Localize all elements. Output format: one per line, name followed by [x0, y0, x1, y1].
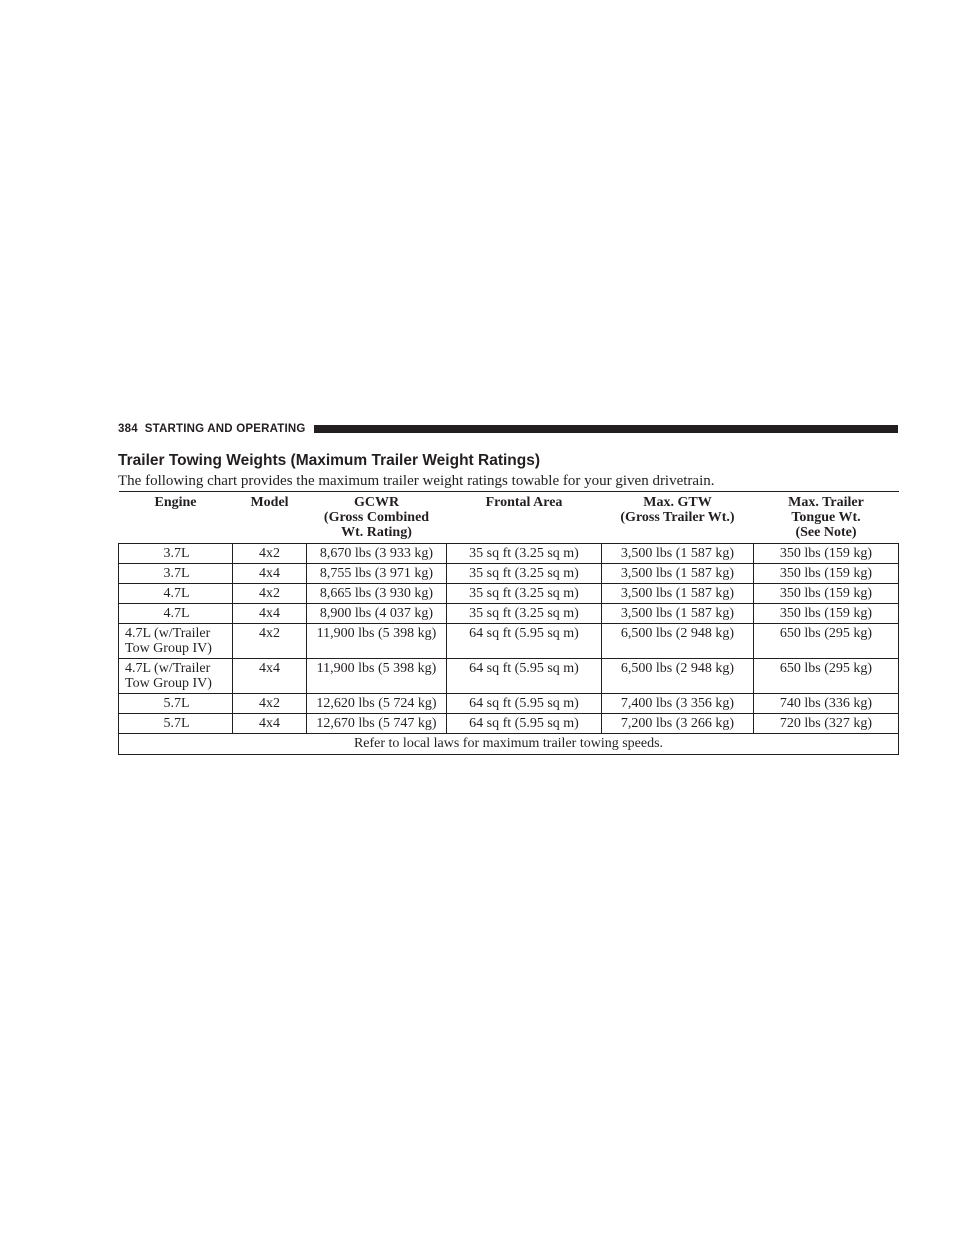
cell-engine-line: 4.7L (w/Trailer	[125, 661, 211, 676]
cell-model: 4x4	[233, 564, 307, 584]
cell-gcwr: 12,620 lbs (5 724 kg)	[307, 694, 447, 714]
column-header-line: GCWR	[353, 495, 400, 510]
cell-frontal-area: 35 sq ft (3.25 sq m)	[447, 604, 602, 624]
cell-engine-line: 4.7L	[163, 586, 190, 601]
cell-gcwr: 8,665 lbs (3 930 kg)	[307, 584, 447, 604]
table-footnote-row	[119, 734, 899, 755]
cell-max-tongue-wt: 350 lbs (159 kg)	[754, 604, 899, 624]
table-row	[119, 659, 899, 694]
cell-model: 4x2	[233, 544, 307, 564]
column-header-line: Frontal Area	[485, 495, 563, 510]
cell-model: 4x4	[233, 659, 307, 694]
cell-engine-line: 5.7L	[163, 696, 190, 711]
cell-model: 4x4	[233, 714, 307, 734]
column-header-line: Max. Trailer	[788, 495, 864, 510]
cell-frontal-area: 35 sq ft (3.25 sq m)	[447, 564, 602, 584]
cell-gcwr: 12,670 lbs (5 747 kg)	[307, 714, 447, 734]
cell-max-gtw: 3,500 lbs (1 587 kg)	[602, 584, 754, 604]
cell-engine	[119, 604, 233, 624]
column-header-model	[233, 492, 307, 544]
cell-gcwr: 8,900 lbs (4 037 kg)	[307, 604, 447, 624]
towing-weights-table	[118, 491, 899, 755]
table-row	[119, 694, 899, 714]
column-header-line: Engine	[154, 495, 197, 510]
cell-max-tongue-wt: 650 lbs (295 kg)	[754, 659, 899, 694]
cell-model: 4x4	[233, 604, 307, 624]
table-row	[119, 564, 899, 584]
page-header	[118, 420, 898, 438]
table-row	[119, 544, 899, 564]
cell-engine	[119, 694, 233, 714]
column-header-engine	[119, 492, 233, 544]
cell-max-tongue-wt: 350 lbs (159 kg)	[754, 584, 899, 604]
cell-max-gtw: 3,500 lbs (1 587 kg)	[602, 604, 754, 624]
cell-max-tongue-wt: 650 lbs (295 kg)	[754, 624, 899, 659]
column-header-line: (See Note)	[795, 525, 857, 540]
cell-max-tongue-wt: 740 lbs (336 kg)	[754, 694, 899, 714]
cell-max-gtw: 6,500 lbs (2 948 kg)	[602, 624, 754, 659]
table-body	[119, 544, 899, 755]
cell-max-gtw: 3,500 lbs (1 587 kg)	[602, 564, 754, 584]
column-header-line: (Gross Combined	[323, 510, 430, 525]
cell-engine-line: 3.7L	[163, 546, 190, 561]
cell-engine	[119, 624, 233, 659]
cell-engine	[119, 584, 233, 604]
table-header-row	[119, 492, 899, 544]
cell-max-tongue-wt: 350 lbs (159 kg)	[754, 564, 899, 584]
column-header-max-tongue-wt	[754, 492, 899, 544]
column-header-gcwr	[307, 492, 447, 544]
table-footnote: Refer to local laws for maximum trailer towing speeds.	[119, 734, 899, 755]
cell-max-tongue-wt: 350 lbs (159 kg)	[754, 544, 899, 564]
cell-engine	[119, 564, 233, 584]
cell-frontal-area: 35 sq ft (3.25 sq m)	[447, 544, 602, 564]
cell-frontal-area: 35 sq ft (3.25 sq m)	[447, 584, 602, 604]
cell-max-gtw: 7,400 lbs (3 356 kg)	[602, 694, 754, 714]
column-header-frontal-area	[447, 492, 602, 544]
cell-engine-line: 4.7L (w/Trailer	[125, 626, 211, 641]
cell-model: 4x2	[233, 624, 307, 659]
column-header-line: Tongue Wt.	[791, 510, 861, 525]
table-row	[119, 624, 899, 659]
cell-engine-line: 5.7L	[163, 716, 190, 731]
cell-frontal-area: 64 sq ft (5.95 sq m)	[447, 624, 602, 659]
column-header-max-gtw	[602, 492, 754, 544]
section-name: STARTING AND OPERATING	[144, 423, 306, 435]
cell-frontal-area: 64 sq ft (5.95 sq m)	[447, 659, 602, 694]
towing-weights-table-wrap	[118, 491, 898, 755]
table-row	[119, 584, 899, 604]
column-header-line: Model	[250, 495, 289, 510]
cell-engine-line: Tow Group IV)	[125, 676, 212, 691]
cell-gcwr: 8,670 lbs (3 933 kg)	[307, 544, 447, 564]
cell-frontal-area: 64 sq ft (5.95 sq m)	[447, 694, 602, 714]
cell-max-gtw: 7,200 lbs (3 266 kg)	[602, 714, 754, 734]
table-row	[119, 714, 899, 734]
cell-max-gtw: 3,500 lbs (1 587 kg)	[602, 544, 754, 564]
cell-gcwr: 8,755 lbs (3 971 kg)	[307, 564, 447, 584]
table-row	[119, 604, 899, 624]
cell-engine-line: 3.7L	[163, 566, 190, 581]
cell-engine	[119, 544, 233, 564]
cell-max-gtw: 6,500 lbs (2 948 kg)	[602, 659, 754, 694]
cell-max-tongue-wt: 720 lbs (327 kg)	[754, 714, 899, 734]
column-header-line: (Gross Trailer Wt.)	[620, 510, 735, 525]
section-title: Trailer Towing Weights (Maximum Trailer Weight Ratings)	[118, 452, 541, 469]
cell-model: 4x2	[233, 584, 307, 604]
header-rule	[314, 425, 898, 433]
cell-engine	[119, 659, 233, 694]
column-header-line: Wt. Rating)	[341, 525, 412, 540]
cell-frontal-area: 64 sq ft (5.95 sq m)	[447, 714, 602, 734]
cell-gcwr: 11,900 lbs (5 398 kg)	[307, 659, 447, 694]
page-number: 384	[118, 423, 138, 435]
cell-model: 4x2	[233, 694, 307, 714]
cell-engine-line: 4.7L	[163, 606, 190, 621]
intro-text: The following chart provides the maximum trailer weight ratings towable for your given drivetrain.	[118, 473, 715, 489]
column-header-line: Max. GTW	[643, 495, 712, 510]
cell-engine-line: Tow Group IV)	[125, 641, 212, 656]
cell-engine	[119, 714, 233, 734]
cell-gcwr: 11,900 lbs (5 398 kg)	[307, 624, 447, 659]
